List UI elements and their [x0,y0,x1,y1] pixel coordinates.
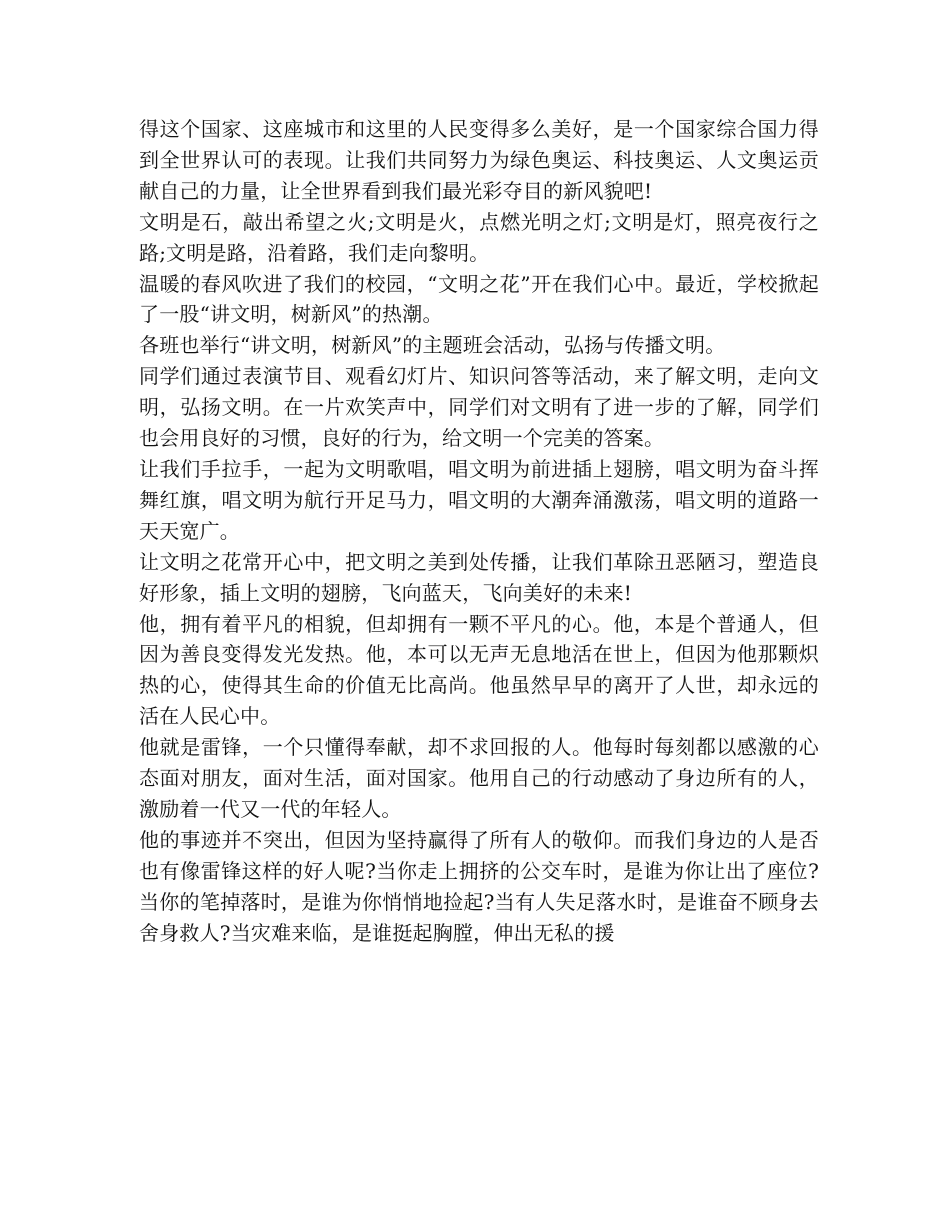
paragraph-spring-breeze: 温暖的春风吹进了我们的校园，“文明之花”开在我们心中。最近，学校掀起了一股“讲文明，树新风”的热潮。 [139,271,819,327]
paragraph-activities: 同学们通过表演节目、观看幻灯片、知识问答等活动，来了解文明，走向文明，弘扬文明。在一片欢笑声中，同学们对文明有了进一步的了解，同学们也会用良好的习惯，良好的行为，给文明一个完美的答案。 [139,364,819,451]
paragraph-lei-feng: 他就是雷锋，一个只懂得奉献，却不求回报的人。他每时每刻都以感激的心态面对朋友，面对生活，面对国家。他用自己的行动感动了身边所有的人，激励着一代又一代的年轻人。 [139,735,819,821]
paragraph-civilization-flower: 让文明之花常开心中，把文明之美到处传播，让我们革除丑恶陋习，塑造良好形象，插上文明的翅膀，飞向蓝天，飞向美好的未来! [139,549,819,605]
paragraph-sing-civilization: 让我们手拉手，一起为文明歌唱，唱文明为前进插上翅膀，唱文明为奋斗挥舞红旗，唱文明为航行开足马力，唱文明的大潮奔涌激荡，唱文明的道路一天天宽广。 [139,456,819,543]
document-body [139,114,819,948]
paragraph-ordinary-man: 他，拥有着平凡的相貌，但却拥有一颗不平凡的心。他，本是个普通人，但因为善良变得发光发热。他，本可以无声无息地活在世上，但因为他那颗炽热的心，使得其生命的价值无比高尚。他虽然早早的离开了人世，却永远的活在人民心中。 [139,611,819,729]
paragraph-olympics: 得这个国家、这座城市和这里的人民变得多么美好，是一个国家综合国力得到全世界认可的表现。让我们共同努力为绿色奥运、科技奥运、人文奥运贡献自己的力量，让全世界看到我们最光彩夺目的新风貌吧! [139,117,819,203]
paragraph-class-meeting: 各班也举行“讲文明，树新风”的主题班会活动，弘扬与传播文明。 [139,333,726,358]
paragraph-good-people: 他的事迹并不突出，但因为坚持赢得了所有人的敬仰。而我们身边的人是否也有像雷锋这样的好人呢?当你走上拥挤的公交车时，是谁为你让出了座位?当你的笔掉落时，是谁为你悄悄地捡起?当有人失足落水时，是谁奋不顾身去舍身救人?当灾难来临，是谁挺起胸膛，伸出无私的援 [139,827,819,945]
paragraph-civilization-stone: 文明是石，敲出希望之火;文明是火，点燃光明之灯;文明是灯，照亮夜行之路;文明是路，沿着路，我们走向黎明。 [139,209,819,265]
